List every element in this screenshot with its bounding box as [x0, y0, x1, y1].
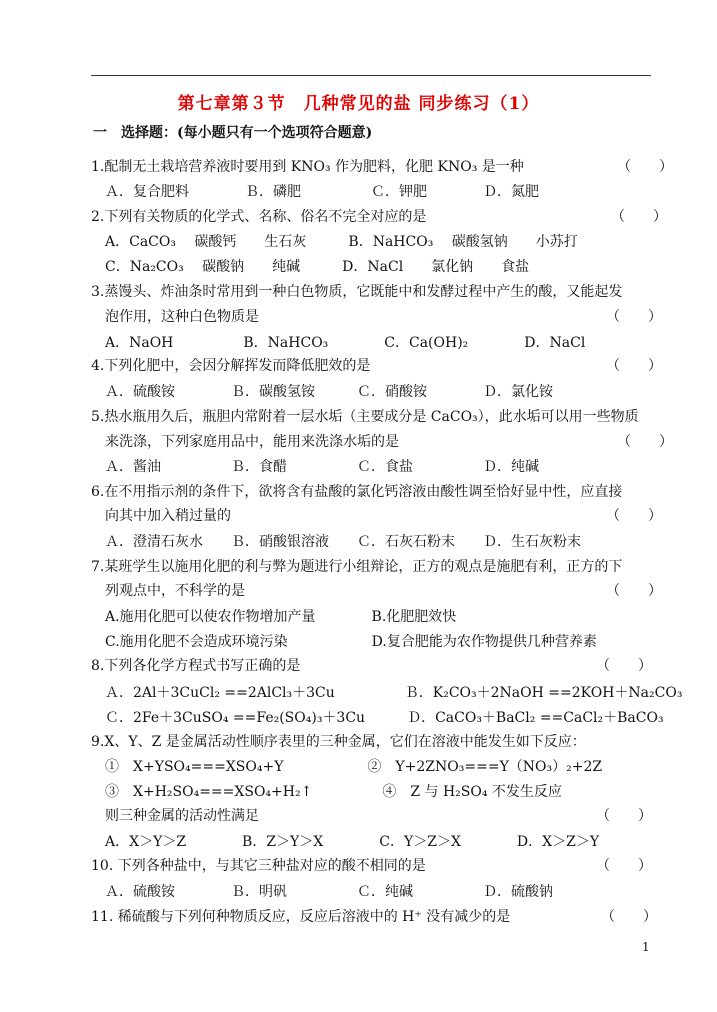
question-8-options: Ｃ．2Fe＋3CuSO₄ ==Fe₂(SO₄)₃＋3Cu Ｄ．CaCO₃＋BaCl₂ ==CaCl₂＋BaCO₃: [105, 710, 664, 726]
question-9-stem-line: 9.X、Y、Z 是金属活动性顺序表里的三种金属，它们在溶液中能发生如下反应：: [91, 734, 586, 750]
question-5-stem-line: 5.热水瓶用久后，瓶胆内常附着一层水垢（主要成分是 CaCO₃），此水垢可以用一些物质: [91, 409, 639, 425]
question-6-options: Ａ．澄清石灰水 Ｂ．硝酸银溶液 Ｃ．石灰石粉末 Ｄ．生石灰粉末: [105, 534, 581, 550]
answer-blank: （ ）: [606, 309, 662, 325]
question-1-stem-line: 1.配制无土栽培营养液时要用到 KNO₃ 作为肥料，化肥 KNO₃ 是一种: [91, 159, 524, 175]
answer-blank: （ ）: [606, 508, 662, 524]
page-title: 第七章第３节 几种常见的盐 同步练习（1）: [177, 94, 540, 114]
question-9-stem-line: ③ X+H₂SO₄===XSO₄+H₂↑ ④ Z 与 H₂SO₄ 不发生反应: [91, 784, 562, 800]
answer-blank: （ ）: [596, 858, 652, 874]
question-3-stem-line: 泡作用，这种白色物质是: [91, 309, 259, 325]
question-6-stem-line: 向其中加入稍过量的: [91, 508, 231, 524]
question-8-stem-line: 8.下列各化学方程式书写正确的是: [91, 658, 301, 674]
answer-blank: （ ）: [606, 583, 662, 599]
question-9-options: A．X＞Y＞Z B．Z＞Y＞X C．Y＞Z＞X D．X＞Z＞Y: [105, 834, 600, 850]
answer-blank: （ ）: [596, 808, 652, 824]
question-7-stem-line: 列观点中，不科学的是: [91, 583, 245, 599]
question-5-options: Ａ．酱油 Ｂ．食醋 Ｃ．食盐 Ｄ．纯碱: [105, 459, 539, 475]
section-heading: 一 选择题：(每小题只有一个选项符合题意): [93, 125, 373, 141]
question-4-stem-line: 4.下列化肥中，会因分解挥发而降低肥效的是: [91, 358, 371, 374]
question-3-stem-line: 3.蒸馒头、炸油条时常用到一种白色物质，它既能中和发酵过程中产生的酸，又能起发: [91, 284, 623, 300]
question-5-stem-line: 来洗涤，下列家庭用品中，能用来洗涤水垢的是: [91, 434, 399, 450]
answer-blank: （ ）: [601, 909, 657, 925]
question-7-stem-line: 7.某班学生以施用化肥的利与弊为题进行小组辩论，正方的观点是施肥有利，正方的下: [91, 559, 623, 575]
answer-blank: （ ）: [611, 209, 667, 225]
question-8-options: Ａ．2Al＋3CuCl₂ ==2AlCl₃＋3Cu Ｂ．K₂CO₃＋2NaOH ==2KOH＋Na₂CO₃: [105, 685, 683, 701]
question-7-options: A.施用化肥可以使农作物增加产量 B.化肥肥效快: [105, 609, 457, 625]
question-2-stem-line: 2.下列有关物质的化学式、名称、俗名不完全对应的是: [91, 209, 427, 225]
answer-blank: （ ）: [617, 159, 673, 175]
question-4-options: Ａ．硫酸铵 Ｂ．碳酸氢铵 Ｃ．硝酸铵 Ｄ．氯化铵: [105, 384, 553, 400]
question-9-stem-line: 则三种金属的活动性满足: [91, 808, 259, 824]
question-7-options: C.施用化肥不会造成环境污染 D.复合肥能为农作物提供几种营养素: [105, 634, 597, 650]
question-10-stem-line: 10. 下列各种盐中，与其它三种盐对应的酸不相同的是: [91, 858, 426, 874]
answer-blank: （ ）: [617, 434, 673, 450]
page-number: 1: [642, 940, 650, 954]
question-10-options: Ａ．硫酸铵 Ｂ．明矾 Ｃ．纯碱 Ｄ．硫酸钠: [105, 884, 553, 900]
answer-blank: （ ）: [596, 658, 652, 674]
header-rule: [91, 75, 651, 76]
question-3-options: A．NaOH B．NaHCO₃ C．Ca(OH)₂ D．NaCl: [105, 335, 586, 351]
question-11-stem-line: 11. 稀硫酸与下列何种物质反应，反应后溶液中的 H⁺ 没有减少的是: [91, 909, 511, 925]
question-2-options: A．CaCO₃ 碳酸钙 生石灰 B．NaHCO₃ 碳酸氢钠 小苏打: [105, 234, 578, 250]
question-6-stem-line: 6.在不用指示剂的条件下，欲将含有盐酸的氯化钙溶液由酸性调至恰好显中性，应直接: [91, 484, 623, 500]
question-1-options: Ａ．复合肥料 Ｂ．磷肥 Ｃ．钾肥 Ｄ．氮肥: [105, 184, 539, 200]
question-9-stem-line: ① X+YSO₄===XSO₄+Y ② Y+2ZNO₃===Y（NO₃）₂+2Z: [91, 759, 603, 775]
question-2-options: C．Na₂CO₃ 碳酸钠 纯碱 D．NaCl 氯化钠 食盐: [105, 259, 530, 275]
answer-blank: （ ）: [606, 358, 662, 374]
